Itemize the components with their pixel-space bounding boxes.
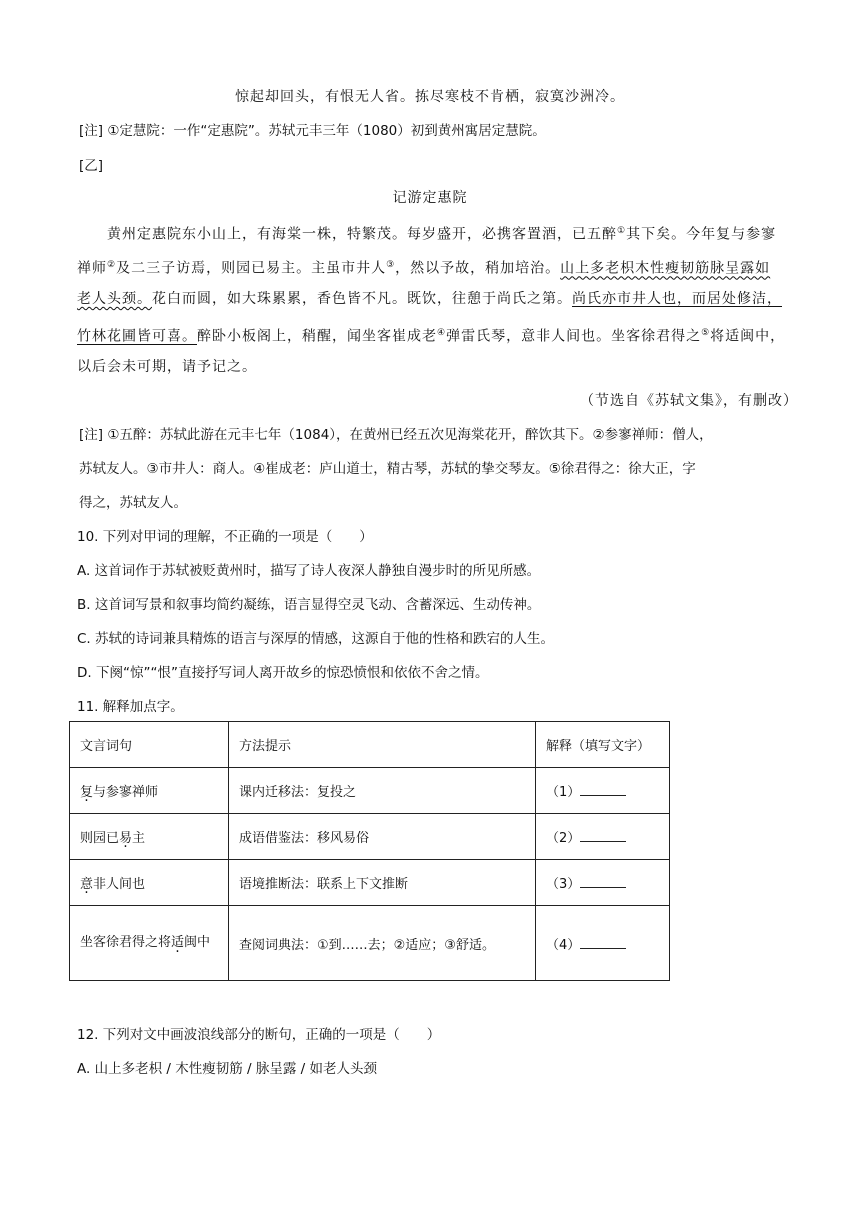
yi-line-4: 竹林花圃皆可喜。醉卧小板阁上，稍醒，闻坐客崔成老④弹雷氏琴，意非人间也。坐客徐君得之⑤将适闽中，	[77, 328, 786, 345]
table-row	[70, 860, 670, 906]
header-cell: 解释（填写文字）	[536, 722, 670, 768]
note-yi-line-2: 苏轼友人。③市井人：商人。④崔成老：庐山道士，精古琴，苏轼的挚交琴友。⑤徐君得之：徐大正，字	[79, 461, 696, 477]
source-citation: （节选自《苏轼文集》，有删改）	[580, 393, 798, 409]
wavy-underlined-text: 山上多老枳木性瘦韧筋脉呈露如	[560, 260, 771, 277]
yi-line-2: 禅师②及二三子访焉，则园已易主。主虽市井人③，然以予故，稍加培治。山上多老枳木性瘦韧筋脉呈露如	[77, 260, 771, 277]
q10-option-d: D. 下阕“惊”“恨”直接抒写词人离开故乡的惊恐愤恨和依依不舍之情。	[77, 665, 489, 681]
underlined-text: 尚氏亦市井人也，而居处修洁，	[572, 291, 782, 307]
q10-option-b: B. 这首词写景和叙事均简约凝练，语言显得空灵飞动、含蓄深远、生动传神。	[77, 597, 541, 613]
answer-blank[interactable]	[580, 875, 626, 888]
method-cell: 语境推断法：联系上下文推断	[229, 860, 536, 906]
table-header-row	[70, 722, 670, 768]
table-row	[70, 768, 670, 814]
dotted-char: 易	[119, 831, 133, 846]
yi-title: 记游定惠院	[392, 190, 468, 206]
answer-blank[interactable]	[580, 783, 626, 796]
q11-stem: 11. 解释加点字。	[77, 699, 184, 715]
note-jia: [注] ①定慧院：一作“定惠院”。苏轼元丰三年（1080）初到黄州寓居定慧院。	[79, 123, 546, 139]
note-yi-line-1: [注] ①五醉：苏轼此游在元丰七年（1084），在黄州已经五次见海棠花开，醉饮其下。②参寥禅师：僧人，	[79, 427, 713, 443]
answer-cell[interactable]: （4）	[536, 906, 670, 981]
header-cell: 文言词句	[70, 722, 229, 768]
phrase-cell: 则园已易主	[70, 814, 229, 860]
yi-line-1: 黄州定惠院东小山上，有海棠一株，特繁茂。每岁盛开，必携客置酒，已五醉①其下矣。今年复与参寥	[107, 226, 777, 243]
answer-cell[interactable]: （1）	[536, 768, 670, 814]
q11-table	[69, 721, 670, 981]
yi-line-3: 老人头颈。花白而圆，如大珠累累，香色皆不凡。既饮，往憩于尚氏之第。尚氏亦市井人也，而居处修洁，	[77, 291, 782, 307]
method-cell: 成语借鉴法：移风易俗	[229, 814, 536, 860]
answer-blank[interactable]	[580, 829, 626, 842]
dotted-char: 适	[171, 935, 185, 950]
table-row	[70, 814, 670, 860]
dotted-char: 意	[80, 877, 94, 892]
method-cell: 查阅词典法：①到……去；②适应；③舒适。	[229, 906, 536, 981]
q10-stem: 10. 下列对甲词的理解，不正确的一项是（ ）	[77, 529, 373, 545]
q12-option-a: A. 山上多老枳 / 木性瘦韧筋 / 脉呈露 / 如老人头颈	[77, 1061, 377, 1077]
phrase-cell: 意非人间也	[70, 860, 229, 906]
q12-stem: 12. 下列对文中画波浪线部分的断句，正确的一项是（ ）	[77, 1027, 441, 1043]
yi-line-5: 以后会未可期，请予记之。	[77, 359, 257, 375]
dotted-char: 复	[80, 785, 94, 800]
q10-option-a: A. 这首词作于苏轼被贬黄州时，描写了诗人夜深人静独自漫步时的所见所感。	[77, 563, 541, 579]
q10-option-c: C. 苏轼的诗词兼具精炼的语言与深厚的情感，这源自于他的性格和跌宕的人生。	[77, 631, 555, 647]
method-cell: 课内迁移法：复投之	[229, 768, 536, 814]
poem-last-line: 惊起却回头，有恨无人省。拣尽寒枝不肯栖，寂寞沙洲冷。	[235, 89, 625, 105]
answer-cell[interactable]: （2）	[536, 814, 670, 860]
note-yi-line-3: 得之，苏轼友人。	[79, 495, 187, 511]
answer-cell[interactable]: （3）	[536, 860, 670, 906]
phrase-cell: 坐客徐君得之将适闽中	[70, 906, 229, 981]
table-row	[70, 906, 670, 981]
header-cell: 方法提示	[229, 722, 536, 768]
answer-blank[interactable]	[580, 936, 626, 949]
phrase-cell: 复与参寥禅师	[70, 768, 229, 814]
section-yi-label: [乙]	[79, 158, 104, 174]
